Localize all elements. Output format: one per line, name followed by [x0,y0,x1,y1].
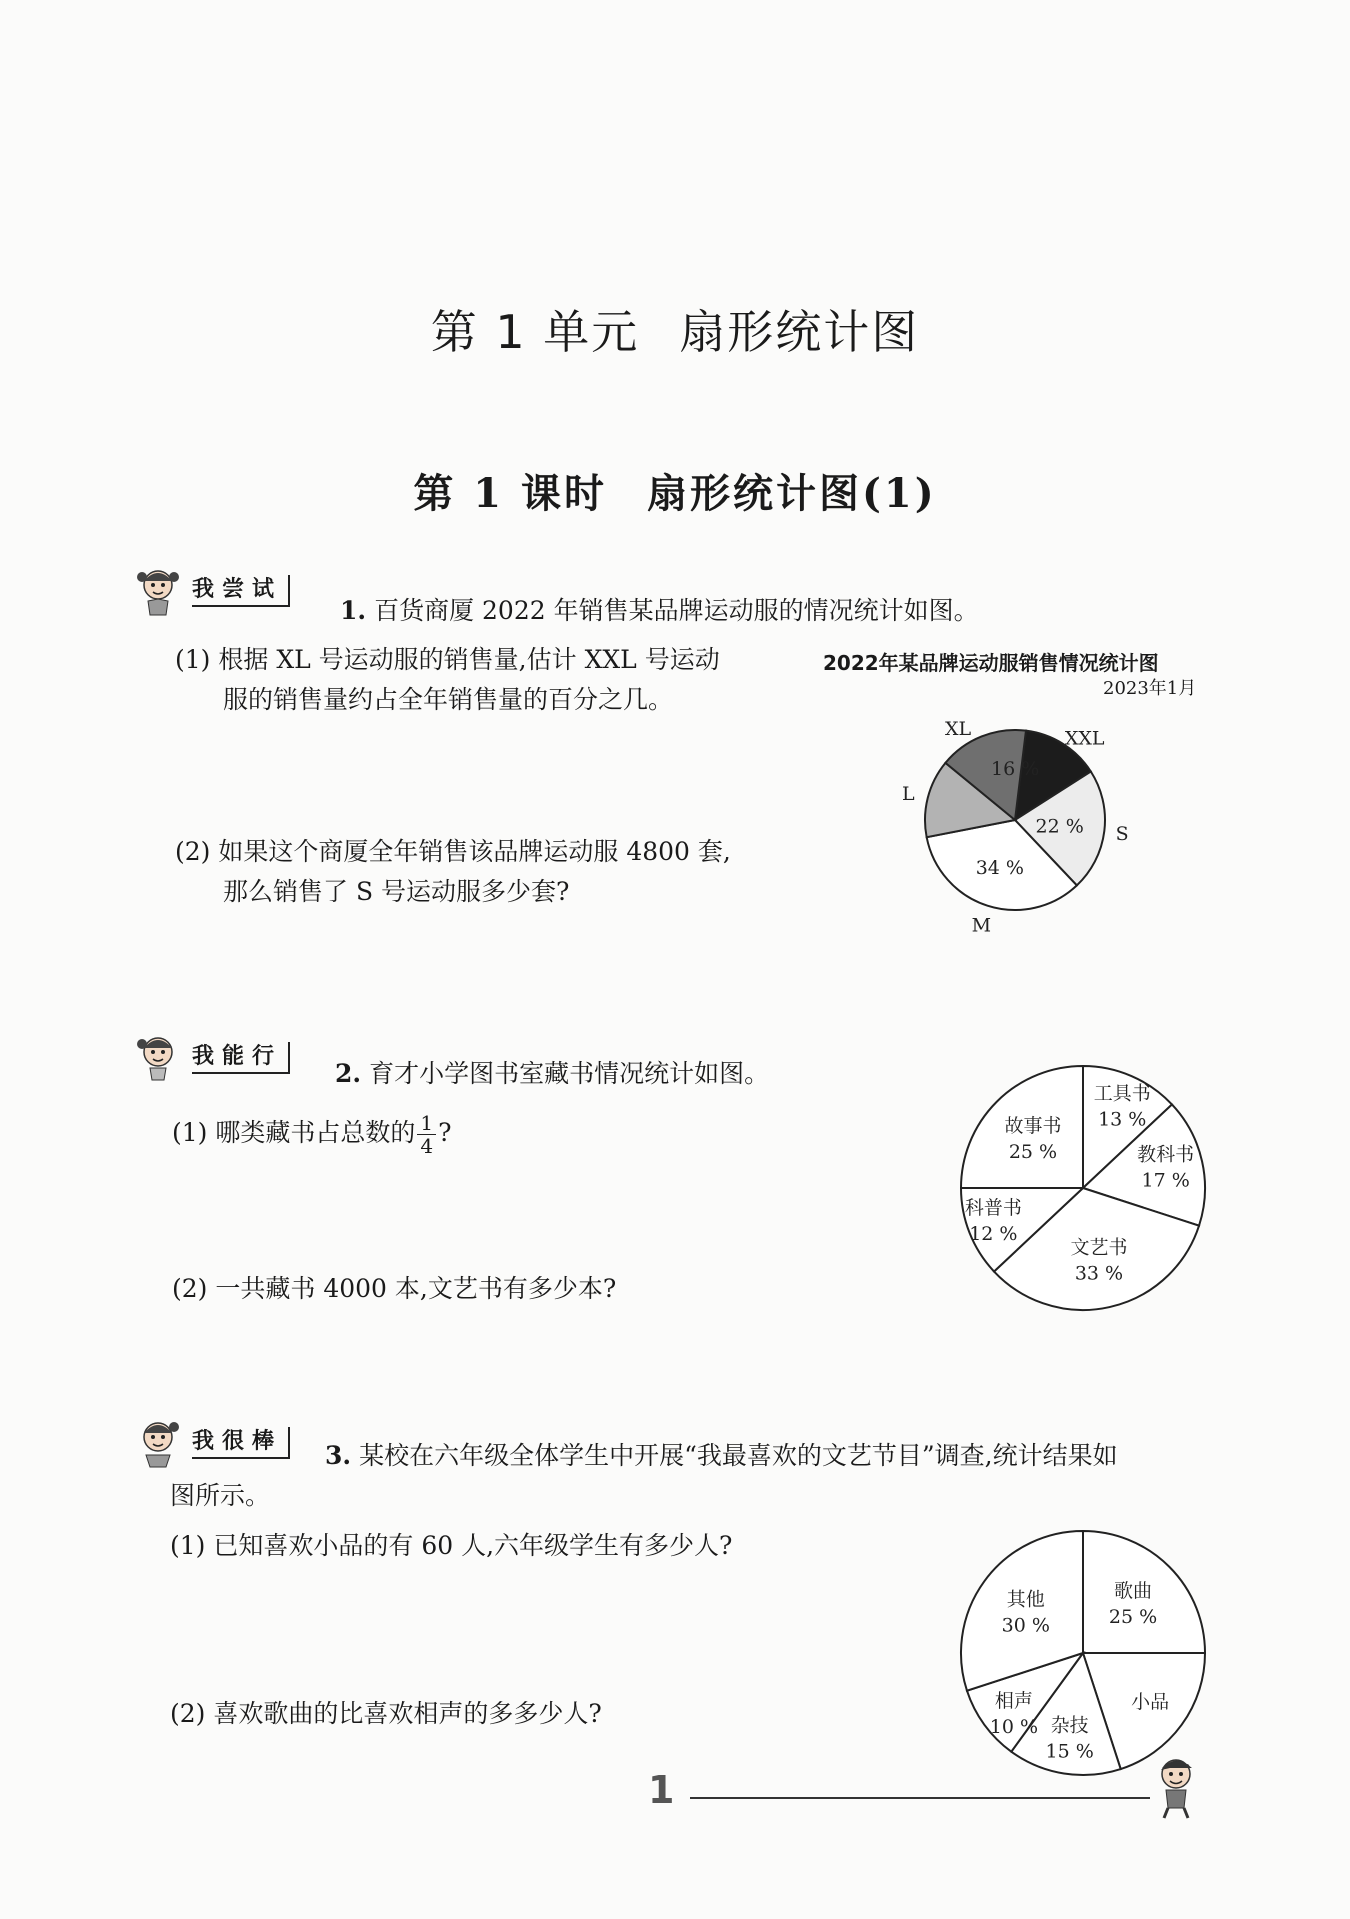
slice-label: S [1115,823,1129,846]
page-number: 1 [648,1768,675,1812]
unit-title: 第 1 单元 扇形统计图 [430,305,920,359]
q1-sub2: (2) 如果这个商厦全年销售该品牌运动服 4800 套, 那么销售了 S 号运动服多少套? [175,837,731,906]
girl-mascot-icon [130,1415,186,1471]
slice-label: 小品 [1131,1690,1170,1713]
slice-value-label: 15 % [1045,1740,1094,1763]
chart1-date: 2023年1月 [1103,678,1197,699]
lesson-title: 第 1 课时 扇形统计图(1) [413,470,937,517]
slice-label: M [971,914,992,937]
slice-value-label: 16 % [991,757,1040,780]
slice-label: 其他 [1006,1588,1045,1611]
q3-sub1: (1) 已知喜欢小品的有 60 人,六年级学生有多少人? [170,1531,733,1560]
slice-label: 歌曲 [1114,1579,1153,1602]
badge-can [130,1030,290,1086]
slice-label: 故事书 [1004,1114,1062,1137]
slice-value-label: 13 % [1098,1108,1147,1131]
slice-label: 文艺书 [1070,1236,1128,1259]
slice-label: 工具书 [1093,1082,1151,1105]
slice-value-label: 33 % [1074,1262,1124,1285]
badge-label: 我尝试 [192,575,290,607]
slice-label: 科普书 [964,1196,1022,1219]
chart1-svg [880,695,1150,940]
slice-value-label: 25 % [1008,1140,1058,1163]
q2-sub2: (2) 一共藏书 4000 本,文艺书有多少本? [172,1274,617,1303]
slice-value-label: 12 % [969,1222,1018,1245]
chart1-title: 2022年某品牌运动服销售情况统计图 [823,651,1159,675]
q3-text-line2: 图所示。 [170,1481,271,1510]
slice-value-label: 22 % [1035,815,1084,838]
chart3-svg [950,1525,1220,1785]
slice-label: XXL [1064,727,1105,750]
slice-label: L [902,783,915,806]
q2-text: 2. 育才小学图书室藏书情况统计如图。 [335,1059,770,1088]
slice-label: 教科书 [1137,1143,1195,1166]
q3-text-line1: 3. 某校在六年级全体学生中开展“我最喜欢的文艺节目”调查,统计结果如 [325,1441,1118,1470]
q1-sub1: (1) 根据 XL 号运动服的销售量,估计 XXL 号运动 服的销售量约占全年销售量的百分之几。 [175,645,720,714]
badge-great [130,1415,290,1471]
fraction: $\frac{1}{4}$ [417,1112,436,1157]
footer-rule [690,1797,1150,1799]
q1-text: 1. 百货商厦 2022 年销售某品牌运动服的情况统计如图。 [340,596,979,625]
chart2-svg [950,1060,1220,1320]
girl-mascot-icon [130,1030,186,1086]
slice-value-label: 25 % [1108,1605,1158,1628]
slice-label: 相声 [994,1690,1033,1713]
q2-sub1: (1) 哪类藏书占总数的 $\frac{1}{4}$ ? [172,1111,452,1158]
slice-label: XL [945,718,972,741]
slice-value-label: 30 % [1001,1614,1050,1637]
boy-mascot-icon [1148,1752,1208,1822]
slice-value-label: 34 % [975,857,1025,880]
badge-try [130,563,290,619]
slice-value-label: 10 % [989,1716,1039,1739]
q3-sub2: (2) 喜欢歌曲的比喜欢相声的多多少人? [170,1699,602,1728]
girl-mascot-icon [130,563,186,619]
slice-value-label: 17 % [1141,1169,1190,1192]
slice-label: 杂技 [1050,1714,1089,1737]
badge-label: 我能行 [192,1042,290,1074]
badge-label: 我很棒 [192,1427,290,1459]
